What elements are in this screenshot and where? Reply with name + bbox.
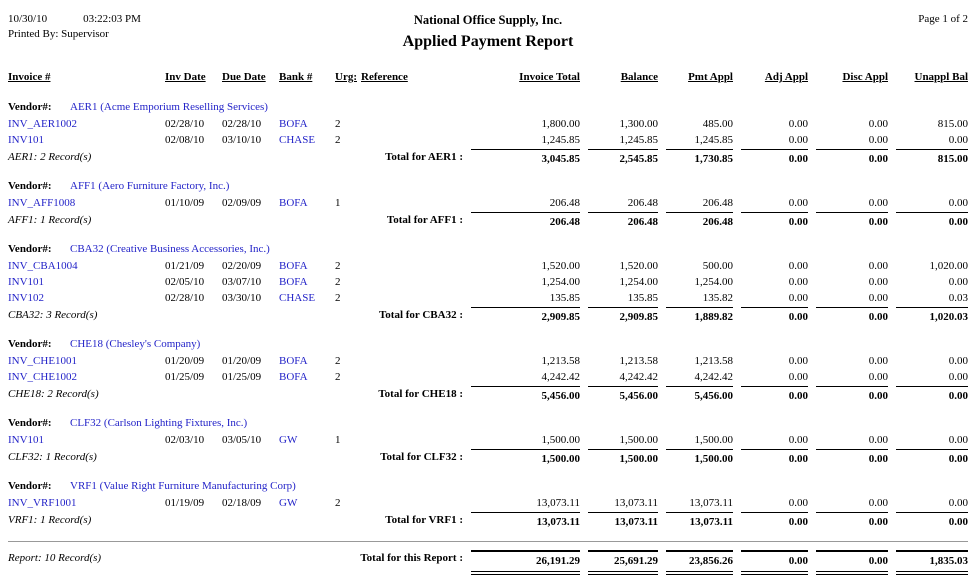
vendor-group <box>8 478 968 531</box>
vendor-label: Vendor#: <box>8 417 52 429</box>
vendor-group <box>8 241 968 326</box>
urgency-value: 1 <box>335 197 341 209</box>
report-total-unappl-bal: 1,835.03 <box>896 550 968 575</box>
invoice-link[interactable]: INV_AER1002 <box>8 118 78 130</box>
unappl-bal-value: 815.00 <box>937 118 968 130</box>
report-total-adj-appl: 0.00 <box>741 550 808 575</box>
unappl-bal-value: 0.00 <box>948 134 968 146</box>
balance-value: 13,073.11 <box>614 497 658 509</box>
invoice-link[interactable]: INV101 <box>8 434 45 446</box>
report-header <box>8 12 968 51</box>
report-record-count: Report: 10 Record(s) <box>8 552 102 564</box>
group-record-count: CHE18: 2 Record(s) <box>8 388 99 400</box>
group-total-invoice-total: 206.48 <box>471 212 580 231</box>
header-left <box>8 12 403 51</box>
col-header-pmt-appl: Pmt Appl <box>688 71 733 83</box>
invoice-row <box>8 290 968 306</box>
unappl-bal-value: 0.03 <box>948 292 968 304</box>
bank-link[interactable]: BOFA <box>279 260 308 272</box>
report-total-label: Total for this Report : <box>360 552 463 564</box>
vendor-header-row <box>8 478 968 494</box>
invoice-row <box>8 495 968 511</box>
unappl-bal-value: 0.00 <box>948 497 968 509</box>
due-date-value: 03/30/10 <box>222 292 262 304</box>
group-total-invoice-total: 5,456.00 <box>471 386 580 405</box>
reference-value <box>361 274 463 290</box>
due-date-value: 03/07/10 <box>222 276 262 288</box>
adj-appl-value: 0.00 <box>788 134 808 146</box>
group-total-unappl-bal: 0.00 <box>896 512 968 531</box>
col-header-reference: Reference <box>361 71 408 83</box>
reference-value <box>361 195 463 211</box>
report-date: 10/30/10 <box>8 13 48 25</box>
unappl-bal-value: 1,020.00 <box>929 260 968 272</box>
col-header-due-date: Due Date <box>222 71 266 83</box>
invoice-total-value: 206.48 <box>549 197 580 209</box>
col-header-inv-date: Inv Date <box>165 71 206 83</box>
invoice-total-value: 1,800.00 <box>541 118 580 130</box>
group-total-disc-appl: 0.00 <box>816 512 888 531</box>
report-footer <box>8 541 968 575</box>
col-header-balance: Balance <box>620 71 658 83</box>
group-total-balance: 13,073.11 <box>588 512 658 531</box>
column-header-row <box>8 71 968 83</box>
group-total-adj-appl: 0.00 <box>741 307 808 326</box>
inv-date-value: 01/10/09 <box>165 197 205 209</box>
invoice-link[interactable]: INV_CHE1001 <box>8 355 78 367</box>
disc-appl-value: 0.00 <box>868 260 888 272</box>
col-header-adj-appl: Adj Appl <box>764 71 808 83</box>
group-record-count: AER1: 2 Record(s) <box>8 151 92 163</box>
adj-appl-value: 0.00 <box>788 260 808 272</box>
pmt-appl-value: 135.82 <box>702 292 733 304</box>
group-total-adj-appl: 0.00 <box>741 449 808 468</box>
col-header-invoice-total: Invoice Total <box>519 71 580 83</box>
invoice-row <box>8 369 968 385</box>
group-total-label: Total for AER1 : <box>385 151 463 163</box>
group-total-disc-appl: 0.00 <box>816 149 888 168</box>
vendor-label: Vendor#: <box>8 180 52 192</box>
vendor-link[interactable]: CHE18 (Chesley's Company) <box>70 338 201 350</box>
invoice-row <box>8 432 968 448</box>
invoice-total-value: 13,073.11 <box>536 497 580 509</box>
vendor-header-row <box>8 241 968 257</box>
invoice-row <box>8 258 968 274</box>
group-total-invoice-total: 2,909.85 <box>471 307 580 326</box>
group-record-count: CLF32: 1 Record(s) <box>8 451 97 463</box>
vendor-rows <box>8 116 968 148</box>
balance-value: 1,254.00 <box>619 276 658 288</box>
inv-date-value: 02/03/10 <box>165 434 205 446</box>
inv-date-value: 02/05/10 <box>165 276 205 288</box>
urgency-value: 2 <box>335 355 341 367</box>
vendor-link[interactable]: CBA32 (Creative Business Accessories, Inc.) <box>70 243 270 255</box>
col-header-disc-appl: Disc Appl <box>842 71 888 83</box>
vendor-link[interactable]: VRF1 (Value Right Furniture Manufacturing Corp) <box>70 480 296 492</box>
bank-link[interactable]: BOFA <box>279 276 308 288</box>
invoice-total-value: 1,213.58 <box>541 355 580 367</box>
group-total-pmt-appl: 5,456.00 <box>666 386 733 405</box>
invoice-row <box>8 353 968 369</box>
report-total-balance: 25,691.29 <box>588 550 658 575</box>
due-date-value: 03/05/10 <box>222 434 262 446</box>
disc-appl-value: 0.00 <box>868 292 888 304</box>
reference-value <box>361 116 463 132</box>
reference-value <box>361 258 463 274</box>
page-number: Page 1 of 2 <box>918 13 968 25</box>
group-total-disc-appl: 0.00 <box>816 212 888 231</box>
vendor-header-row <box>8 336 968 352</box>
group-total-pmt-appl: 1,730.85 <box>666 149 733 168</box>
bank-link[interactable]: BOFA <box>279 118 308 130</box>
balance-value: 1,500.00 <box>619 434 658 446</box>
group-total-adj-appl: 0.00 <box>741 512 808 531</box>
group-total-balance: 1,500.00 <box>588 449 658 468</box>
bank-link[interactable]: GW <box>279 497 298 509</box>
report-total-pmt-appl: 23,856.26 <box>666 550 733 575</box>
report-body <box>8 99 968 531</box>
urgency-value: 2 <box>335 260 341 272</box>
reference-value <box>361 432 463 448</box>
group-record-count: CBA32: 3 Record(s) <box>8 309 98 321</box>
report-title: Applied Payment Report <box>402 33 574 50</box>
invoice-link[interactable]: INV_AFF1008 <box>8 197 76 209</box>
reference-value <box>361 132 463 148</box>
urgency-value: 2 <box>335 371 341 383</box>
group-total-unappl-bal: 1,020.03 <box>896 307 968 326</box>
invoice-link[interactable]: INV_CHE1002 <box>8 371 78 383</box>
due-date-value: 02/18/09 <box>222 497 262 509</box>
invoice-row <box>8 116 968 132</box>
group-total-adj-appl: 0.00 <box>741 149 808 168</box>
unappl-bal-value: 0.00 <box>948 371 968 383</box>
urgency-value: 2 <box>335 134 341 146</box>
group-total-pmt-appl: 1,500.00 <box>666 449 733 468</box>
inv-date-value: 01/21/09 <box>165 260 205 272</box>
bank-link[interactable]: CHASE <box>279 292 316 304</box>
col-header-unappl-bal: Unappl Bal <box>914 71 968 83</box>
balance-value: 1,300.00 <box>619 118 658 130</box>
pmt-appl-value: 1,254.00 <box>694 276 733 288</box>
invoice-link[interactable]: INV101 <box>8 276 45 288</box>
disc-appl-value: 0.00 <box>868 434 888 446</box>
group-total-unappl-bal: 0.00 <box>896 212 968 231</box>
vendor-rows <box>8 432 968 448</box>
due-date-value: 02/20/09 <box>222 260 262 272</box>
vendor-header-row <box>8 99 968 115</box>
group-total-pmt-appl: 206.48 <box>666 212 733 231</box>
unappl-bal-value: 0.00 <box>948 434 968 446</box>
adj-appl-value: 0.00 <box>788 118 808 130</box>
vendor-link[interactable]: AFF1 (Aero Furniture Factory, Inc.) <box>70 180 230 192</box>
disc-appl-value: 0.00 <box>868 118 888 130</box>
group-record-count: AFF1: 1 Record(s) <box>8 214 92 226</box>
group-total-adj-appl: 0.00 <box>741 212 808 231</box>
group-total-label: Total for CLF32 : <box>380 451 463 463</box>
pmt-appl-value: 1,245.85 <box>694 134 733 146</box>
vendor-label: Vendor#: <box>8 243 52 255</box>
group-total-adj-appl: 0.00 <box>741 386 808 405</box>
adj-appl-value: 0.00 <box>788 434 808 446</box>
invoice-row <box>8 195 968 211</box>
vendor-label: Vendor#: <box>8 101 52 113</box>
vendor-rows <box>8 195 968 211</box>
pmt-appl-value: 1,213.58 <box>694 355 733 367</box>
report-total-invoice-total: 26,191.29 <box>471 550 580 575</box>
group-total-pmt-appl: 13,073.11 <box>666 512 733 531</box>
invoice-total-value: 1,245.85 <box>541 134 580 146</box>
vendor-header-row <box>8 415 968 431</box>
due-date-value: 01/20/09 <box>222 355 262 367</box>
col-header-urg: Urg: <box>335 71 357 83</box>
due-date-value: 02/09/09 <box>222 197 262 209</box>
group-total-disc-appl: 0.00 <box>816 386 888 405</box>
urgency-value: 2 <box>335 497 341 509</box>
vendor-group <box>8 178 968 231</box>
urgency-value: 2 <box>335 118 341 130</box>
group-total-label: Total for AFF1 : <box>386 214 463 226</box>
disc-appl-value: 0.00 <box>868 497 888 509</box>
group-total-unappl-bal: 0.00 <box>896 386 968 405</box>
balance-value: 135.85 <box>627 292 658 304</box>
disc-appl-value: 0.00 <box>868 276 888 288</box>
balance-value: 1,213.58 <box>619 355 658 367</box>
group-total-invoice-total: 13,073.11 <box>471 512 580 531</box>
balance-value: 1,245.85 <box>619 134 658 146</box>
bank-link[interactable]: BOFA <box>279 355 308 367</box>
unappl-bal-value: 0.00 <box>948 197 968 209</box>
group-total-balance: 5,456.00 <box>588 386 658 405</box>
inv-date-value: 02/28/10 <box>165 292 205 304</box>
adj-appl-value: 0.00 <box>788 497 808 509</box>
inv-date-value: 01/25/09 <box>165 371 205 383</box>
invoice-link[interactable]: INV_CBA1004 <box>8 260 78 272</box>
col-header-bank: Bank # <box>279 71 313 83</box>
adj-appl-value: 0.00 <box>788 276 808 288</box>
invoice-link[interactable]: INV_VRF1001 <box>8 497 77 509</box>
urgency-value: 1 <box>335 434 341 446</box>
group-total-pmt-appl: 1,889.82 <box>666 307 733 326</box>
balance-value: 206.48 <box>627 197 658 209</box>
reference-value <box>361 495 463 511</box>
group-total-label: Total for CHE18 : <box>378 388 463 400</box>
invoice-total-value: 1,254.00 <box>541 276 580 288</box>
pmt-appl-value: 206.48 <box>702 197 733 209</box>
vendor-label: Vendor#: <box>8 480 52 492</box>
bank-link[interactable]: BOFA <box>279 197 308 209</box>
pmt-appl-value: 4,242.42 <box>694 371 733 383</box>
adj-appl-value: 0.00 <box>788 197 808 209</box>
due-date-value: 03/10/10 <box>222 134 262 146</box>
vendor-group <box>8 336 968 405</box>
vendor-group <box>8 415 968 468</box>
vendor-rows <box>8 353 968 385</box>
vendor-label: Vendor#: <box>8 338 52 350</box>
bank-link[interactable]: CHASE <box>279 134 316 146</box>
group-total-invoice-total: 3,045.85 <box>471 149 580 168</box>
vendor-rows <box>8 258 968 306</box>
vendor-link[interactable]: CLF32 (Carlson Lighting Fixtures, Inc.) <box>70 417 248 429</box>
invoice-total-value: 1,500.00 <box>541 434 580 446</box>
disc-appl-value: 0.00 <box>868 355 888 367</box>
due-date-value: 01/25/09 <box>222 371 262 383</box>
group-total-invoice-total: 1,500.00 <box>471 449 580 468</box>
printed-by: Printed By: Supervisor <box>8 28 109 40</box>
pmt-appl-value: 1,500.00 <box>694 434 733 446</box>
vendor-link[interactable]: AER1 (Acme Emporium Reselling Services) <box>70 101 268 113</box>
group-total-unappl-bal: 815.00 <box>896 149 968 168</box>
vendor-group <box>8 99 968 168</box>
due-date-value: 02/28/10 <box>222 118 262 130</box>
vendor-header-row <box>8 178 968 194</box>
inv-date-value: 01/19/09 <box>165 497 205 509</box>
urgency-value: 2 <box>335 292 341 304</box>
adj-appl-value: 0.00 <box>788 371 808 383</box>
disc-appl-value: 0.00 <box>868 371 888 383</box>
company-name: National Office Supply, Inc. <box>413 13 563 27</box>
group-total-row <box>8 386 968 405</box>
header-center <box>403 12 574 51</box>
inv-date-value: 01/20/09 <box>165 355 205 367</box>
vendor-rows <box>8 495 968 511</box>
group-total-balance: 206.48 <box>588 212 658 231</box>
urgency-value: 2 <box>335 276 341 288</box>
invoice-total-value: 1,520.00 <box>541 260 580 272</box>
unappl-bal-value: 0.00 <box>948 355 968 367</box>
invoice-total-value: 135.85 <box>549 292 580 304</box>
group-total-unappl-bal: 0.00 <box>896 449 968 468</box>
group-total-row <box>8 512 968 531</box>
reference-value <box>361 290 463 306</box>
report-total-row <box>8 550 968 575</box>
unappl-bal-value: 0.00 <box>948 276 968 288</box>
group-total-balance: 2,909.85 <box>588 307 658 326</box>
pmt-appl-value: 500.00 <box>702 260 733 272</box>
reference-value <box>361 353 463 369</box>
report-total-disc-appl: 0.00 <box>816 550 888 575</box>
pmt-appl-value: 13,073.11 <box>689 497 733 509</box>
inv-date-value: 02/08/10 <box>165 134 205 146</box>
invoice-link[interactable]: INV101 <box>8 134 45 146</box>
disc-appl-value: 0.00 <box>868 134 888 146</box>
invoice-link[interactable]: INV102 <box>8 292 45 304</box>
balance-value: 1,520.00 <box>619 260 658 272</box>
group-total-row <box>8 307 968 326</box>
reference-value <box>361 369 463 385</box>
adj-appl-value: 0.00 <box>788 355 808 367</box>
group-total-row <box>8 149 968 168</box>
group-total-row <box>8 212 968 231</box>
adj-appl-value: 0.00 <box>788 292 808 304</box>
group-record-count: VRF1: 1 Record(s) <box>8 514 92 526</box>
invoice-row <box>8 274 968 290</box>
pmt-appl-value: 485.00 <box>702 118 733 130</box>
report-time: 03:22:03 PM <box>83 13 141 25</box>
inv-date-value: 02/28/10 <box>165 118 205 130</box>
invoice-row <box>8 132 968 148</box>
group-total-balance: 2,545.85 <box>588 149 658 168</box>
group-total-row <box>8 449 968 468</box>
group-total-disc-appl: 0.00 <box>816 307 888 326</box>
invoice-total-value: 4,242.42 <box>541 371 580 383</box>
disc-appl-value: 0.00 <box>868 197 888 209</box>
group-total-disc-appl: 0.00 <box>816 449 888 468</box>
bank-link[interactable]: BOFA <box>279 371 308 383</box>
bank-link[interactable]: GW <box>279 434 298 446</box>
balance-value: 4,242.42 <box>619 371 658 383</box>
group-total-label: Total for CBA32 : <box>378 309 463 321</box>
col-header-invoice: Invoice # <box>8 71 51 83</box>
group-total-label: Total for VRF1 : <box>385 514 463 526</box>
